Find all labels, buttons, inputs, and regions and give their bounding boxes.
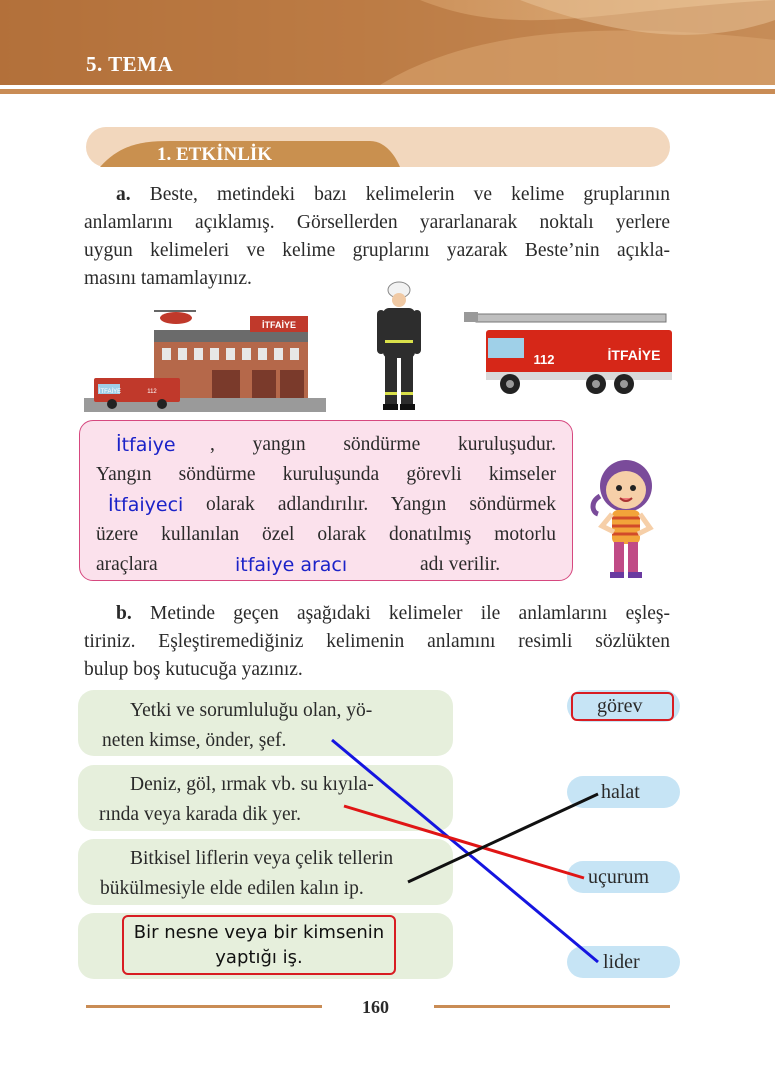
handwritten-answer-2: İtfaiyeci <box>108 494 184 516</box>
definition-3-line-1: Bitkisel liflerin veya çelik tellerin <box>130 848 394 869</box>
handwritten-answer-3: itfaiye aracı <box>235 554 348 576</box>
word-gorev: görev <box>597 695 643 717</box>
svg-text:İTFAİYE: İTFAİYE <box>261 320 297 330</box>
part-a-line-3: uygun kelimeleri ve kelime gruplarını yazarak Beste’nin açıkla- <box>84 240 670 261</box>
match-line-lider <box>332 740 598 962</box>
word-lider: lider <box>603 951 640 973</box>
svg-text:İTFAİYE: İTFAİYE <box>98 389 122 395</box>
handwritten-answer-1: İtfaiye <box>116 434 176 456</box>
box-line-6: adı verilir. <box>420 554 501 575</box>
definition-1-line-2: neten kimse, önder, şef. <box>102 730 287 751</box>
svg-text:112: 112 <box>147 389 157 395</box>
svg-text:İTFAİYE: İTFAİYE <box>607 347 661 363</box>
part-a-line-2: anlamlarını açıklamış. Görsellerden yararlanarak noktalı yerlere <box>84 212 670 233</box>
box-line-2: Yangın söndürme kuruluşunda görevli kimseler <box>96 464 556 485</box>
definition-3-line-2: bükülmesiyle elde edilen kalın ip. <box>100 878 364 899</box>
footer-line-right <box>434 1005 670 1008</box>
box-line-5: araçlara <box>96 554 158 575</box>
typed-definition-line-2: yaptığı iş. <box>215 947 303 968</box>
activity-title: 1. ETKİNLİK <box>157 144 273 165</box>
theme-title: 5. TEMA <box>86 52 174 76</box>
svg-text:112: 112 <box>533 352 555 367</box>
footer-line-left <box>86 1005 322 1008</box>
part-a-line-4: masını tamamlayınız. <box>84 268 252 289</box>
part-b-line-2: tiriniz. Eşleştiremediğiniz kelimenin anlamını resimli sözlükten <box>84 631 670 652</box>
part-b-line-3: bulup boş kutucuğa yazınız. <box>84 659 303 680</box>
word-halat: halat <box>601 781 640 803</box>
box-line-4: üzere kullanılan özel olarak donatılmış motorlu <box>96 524 556 545</box>
definition-2-line-1: Deniz, göl, ırmak vb. su kıyıla- <box>130 774 374 795</box>
part-a-label: a. <box>116 184 131 205</box>
part-b-text-1: Metinde geçen aşağıdaki kelimeler ile anlamlarını eşleş- <box>131 603 670 624</box>
word-ucurum: uçurum <box>588 866 650 888</box>
definition-1-line-1: Yetki ve sorumluluğu olan, yö- <box>130 700 373 721</box>
typed-definition-line-1: Bir nesne veya bir kimsenin <box>133 922 385 943</box>
part-b-label: b. <box>116 603 132 624</box>
definition-2-line-2: rında veya karada dik yer. <box>99 804 301 825</box>
page-number: 160 <box>362 997 389 1017</box>
part-a-text-1: Beste, metindeki bazı kelimelerin ve kelime gruplarının <box>130 184 670 205</box>
match-line-halat <box>408 794 598 882</box>
box-line-3: olarak adlandırılır. Yangın söndürmek <box>206 494 556 515</box>
box-line-1: , yangın söndürme kuruluşudur. <box>210 434 556 455</box>
